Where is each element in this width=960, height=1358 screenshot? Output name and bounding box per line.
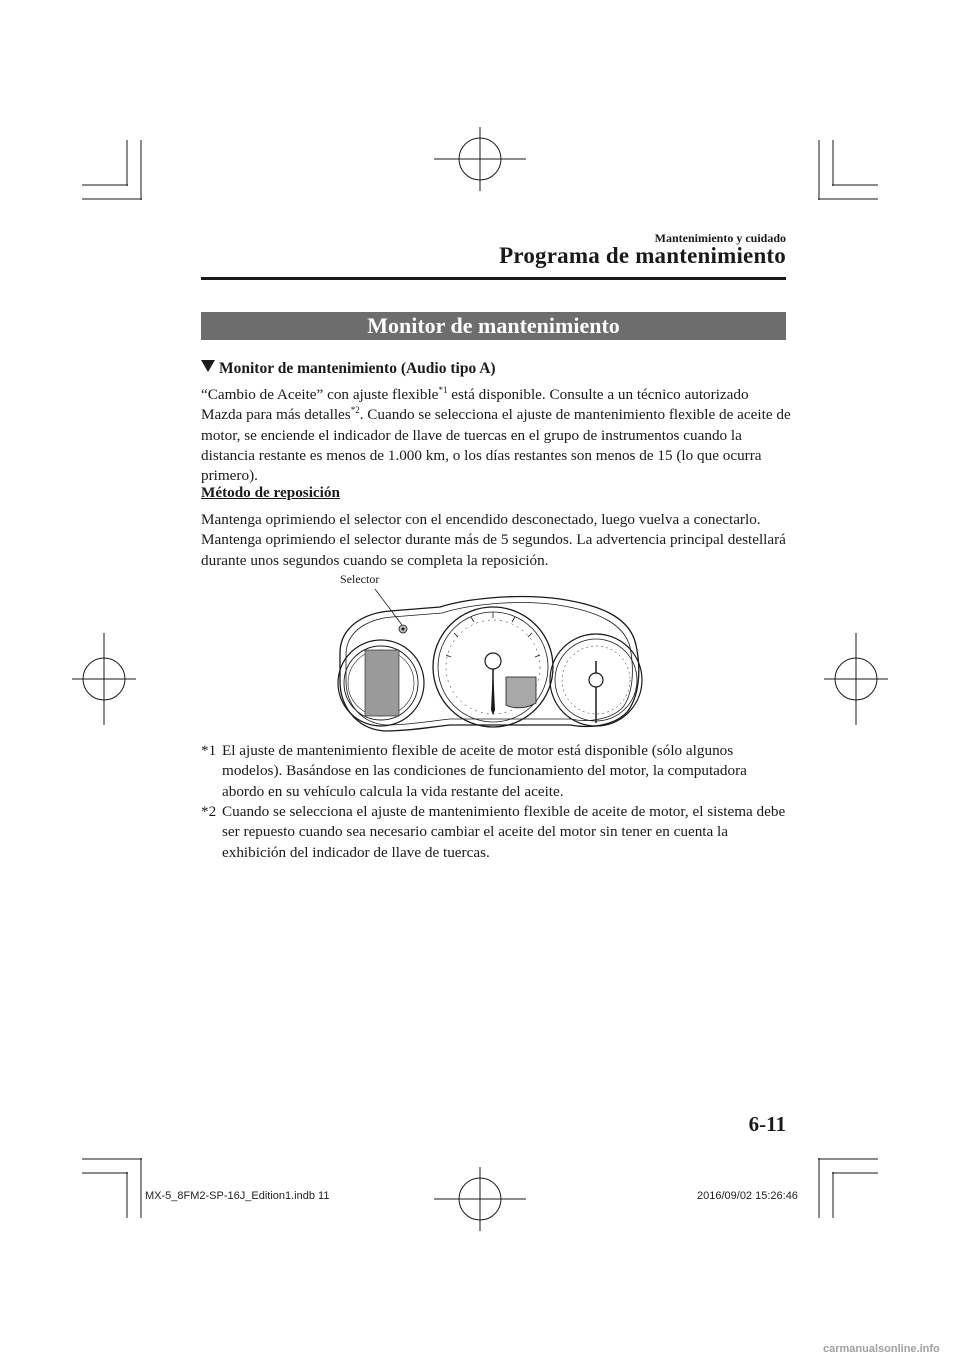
subheading: [201, 360, 496, 378]
intro-text-1: “Cambio de Aceite” con ajuste flexible: [201, 386, 439, 403]
chapter-title: Mantenimiento y cuidado: [654, 231, 786, 245]
selector-label: Selector: [340, 572, 380, 586]
print-footer-file: MX-5_8FM2-SP-16J_Edition1.indb 11: [145, 1190, 330, 1202]
subheading-text: Monitor de mantenimiento (Audio tipo A): [219, 360, 496, 377]
print-footer-timestamp: 2016/09/02 15:26:46: [697, 1190, 798, 1202]
page-number: 6-11: [748, 1112, 786, 1136]
banner-title: Monitor de mantenimiento: [201, 312, 786, 340]
intro-text-2: está disponible. Consulte a un técnico autorizado Mazda para más detalles: [201, 386, 749, 424]
section-title: Programa de mantenimiento: [499, 243, 786, 268]
watermark: carmanualsonline.info: [823, 1343, 940, 1355]
footnote-text-2: Cuando se selecciona el ajuste de mantenimiento flexible de aceite de motor, el sistema debe ser repuesto cuando sea necesario cambiar el aceite del motor sin tener en cuenta la exhibición del indicador de llave de tuercas.: [222, 803, 786, 861]
instrument-cluster-figure: [330, 585, 650, 735]
center-display: [506, 677, 536, 708]
left-display: [365, 650, 399, 716]
footnote-text-1: El ajuste de mantenimiento flexible de aceite de motor está disponible (sólo algunos modelos). Basándose en las condiciones de funcionamiento del motor, la computadora abordo en su vehículo calcula la vida restante del aceite.: [222, 742, 747, 800]
footnote-ref-2: *2: [350, 405, 360, 416]
intro-text-3: . Cuando se selecciona el ajuste de mantenimiento flexible de aceite de motor, se enciende el indicador de llave de tuercas en el grupo de instrumentos cuando la distancia restante es menos de 1.000 km, o los días restantes son menos de 15 (lo que ocurra primero).: [201, 406, 791, 485]
reset-heading: Método de reposición: [201, 484, 340, 501]
triangle-down-icon: [201, 360, 215, 372]
reset-paragraph: Mantenga oprimiendo el selector con el encendido desconectado, luego vuelva a conectarlo. Mantenga oprimiendo el selector durante más de 5 segundos. La advertencia principal destellará durante unos segundos cuando se completa la reposición.: [201, 511, 786, 569]
intro-paragraph: [201, 385, 791, 486]
footnote-2: [201, 802, 791, 863]
footnote-mark-2: *2: [201, 803, 217, 820]
footnote-mark-1: *1: [201, 742, 217, 759]
header-rule: [201, 277, 786, 280]
footnote-1: [201, 741, 791, 802]
footnote-ref-1: *1: [438, 384, 448, 395]
